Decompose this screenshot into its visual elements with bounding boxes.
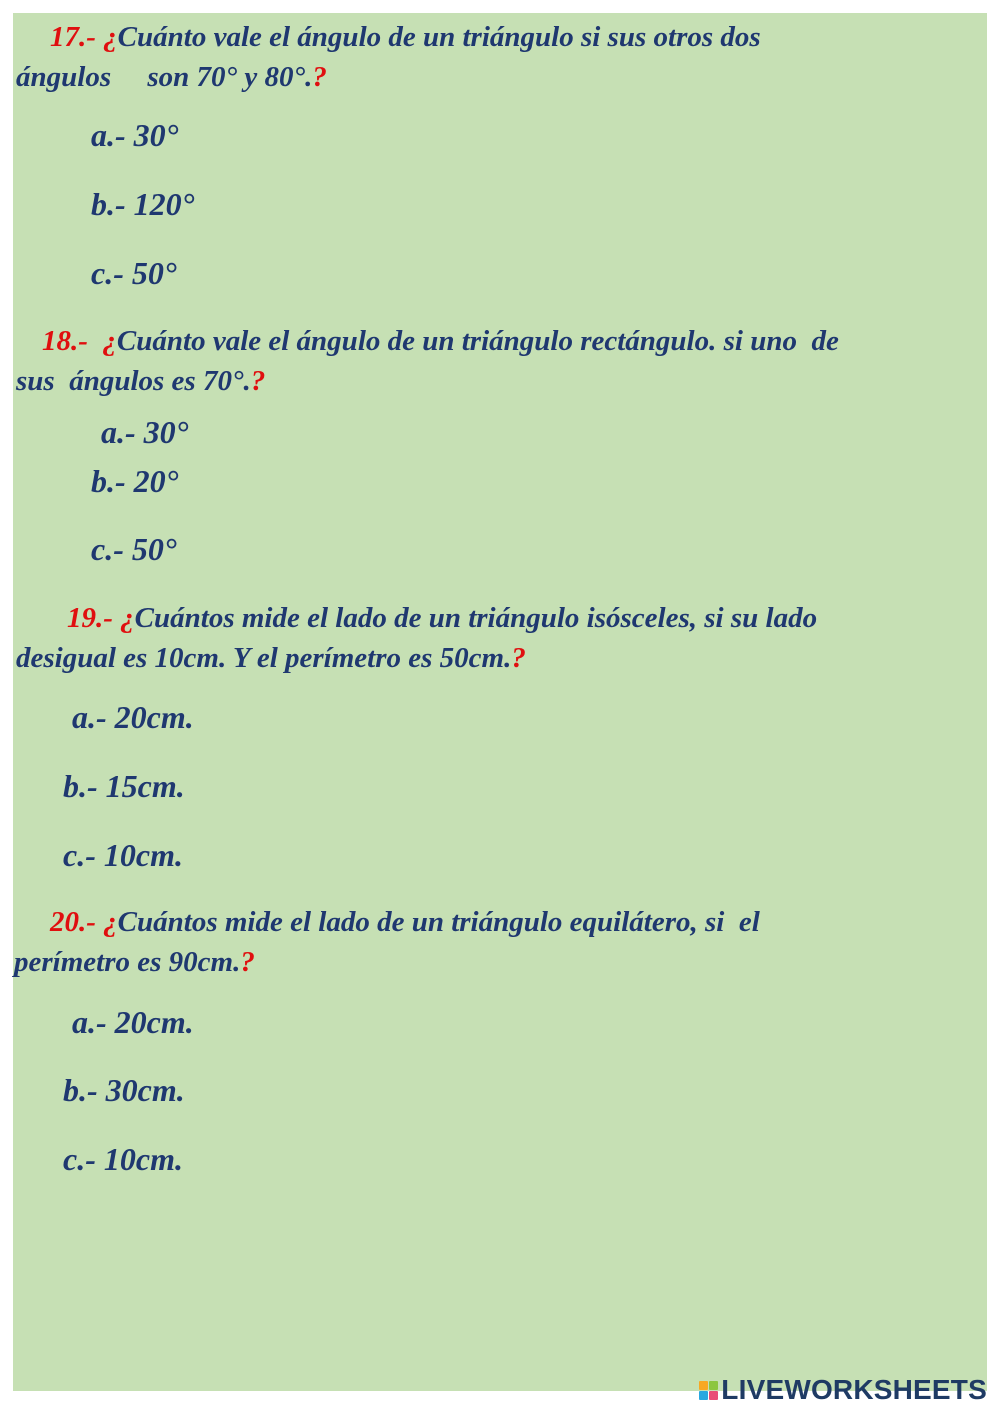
question-19-number: 19.-	[67, 602, 113, 634]
question-17-open-mark: ¿	[103, 21, 118, 53]
question-20	[14, 902, 974, 982]
question-20-option-b[interactable]: b.- 30cm.	[63, 1072, 185, 1108]
question-20-text-1: Cuántos mide el lado de un triángulo equilátero, si el	[117, 906, 760, 938]
question-17-line-1	[16, 17, 976, 57]
question-18-line-1	[16, 321, 976, 361]
question-17-number: 17.-	[50, 21, 96, 53]
question-18-number: 18.-	[42, 325, 88, 357]
question-17-close-mark: ?	[312, 61, 327, 93]
question-19-option-a[interactable]: a.- 20cm.	[72, 699, 194, 735]
question-17-text-1: Cuánto vale el ángulo de un triángulo si sus otros dos	[117, 21, 761, 53]
question-19-text-1: Cuántos mide el lado de un triángulo isósceles, si su lado	[134, 602, 818, 634]
question-18-option-c[interactable]: c.- 50°	[91, 531, 177, 567]
question-19-text-2: desigual es 10cm. Y el perímetro es 50cm.	[16, 642, 512, 674]
question-20-option-c[interactable]: c.- 10cm.	[63, 1141, 183, 1177]
question-17-line-2	[16, 57, 976, 97]
question-20-option-a[interactable]: a.- 20cm.	[72, 1004, 194, 1040]
question-18-open-mark: ¿	[102, 325, 117, 357]
question-17-option-a[interactable]: a.- 30°	[91, 117, 179, 153]
question-18-line-2	[16, 361, 976, 401]
question-19-option-b[interactable]: b.- 15cm.	[63, 768, 185, 804]
question-20-number: 20.-	[50, 906, 96, 938]
question-18-option-b[interactable]: b.- 20°	[91, 463, 179, 499]
question-18-close-mark: ?	[250, 365, 266, 397]
liveworksheets-wordmark: LIVEWORKSHEETS	[721, 1374, 987, 1405]
question-17-option-b[interactable]: b.- 120°	[91, 186, 195, 222]
question-18-text-1: Cuánto vale el ángulo de un triángulo rectángulo. si uno de	[116, 325, 839, 357]
question-18-option-a[interactable]: a.- 30°	[101, 414, 189, 450]
liveworksheets-brand[interactable]	[699, 1374, 987, 1406]
question-19-option-c[interactable]: c.- 10cm.	[63, 837, 183, 873]
question-19-close-mark: ?	[511, 642, 526, 674]
question-18-text-2: sus ángulos es 70°.	[16, 365, 251, 397]
question-18	[16, 321, 976, 401]
question-17	[16, 17, 976, 97]
question-19	[16, 598, 976, 678]
question-20-open-mark: ¿	[103, 906, 118, 938]
question-19-line-1	[16, 598, 976, 638]
liveworksheets-logo-icon	[699, 1381, 718, 1400]
question-17-option-c[interactable]: c.- 50°	[91, 255, 177, 291]
question-17-text-2: ángulos son 70° y 80°.	[16, 61, 313, 93]
question-19-line-2	[16, 638, 976, 678]
question-20-line-1	[14, 902, 974, 942]
question-20-text-2: perímetro es 90cm.	[14, 946, 241, 978]
question-20-close-mark: ?	[240, 946, 255, 978]
question-20-line-2	[14, 942, 974, 982]
question-19-open-mark: ¿	[120, 602, 135, 634]
